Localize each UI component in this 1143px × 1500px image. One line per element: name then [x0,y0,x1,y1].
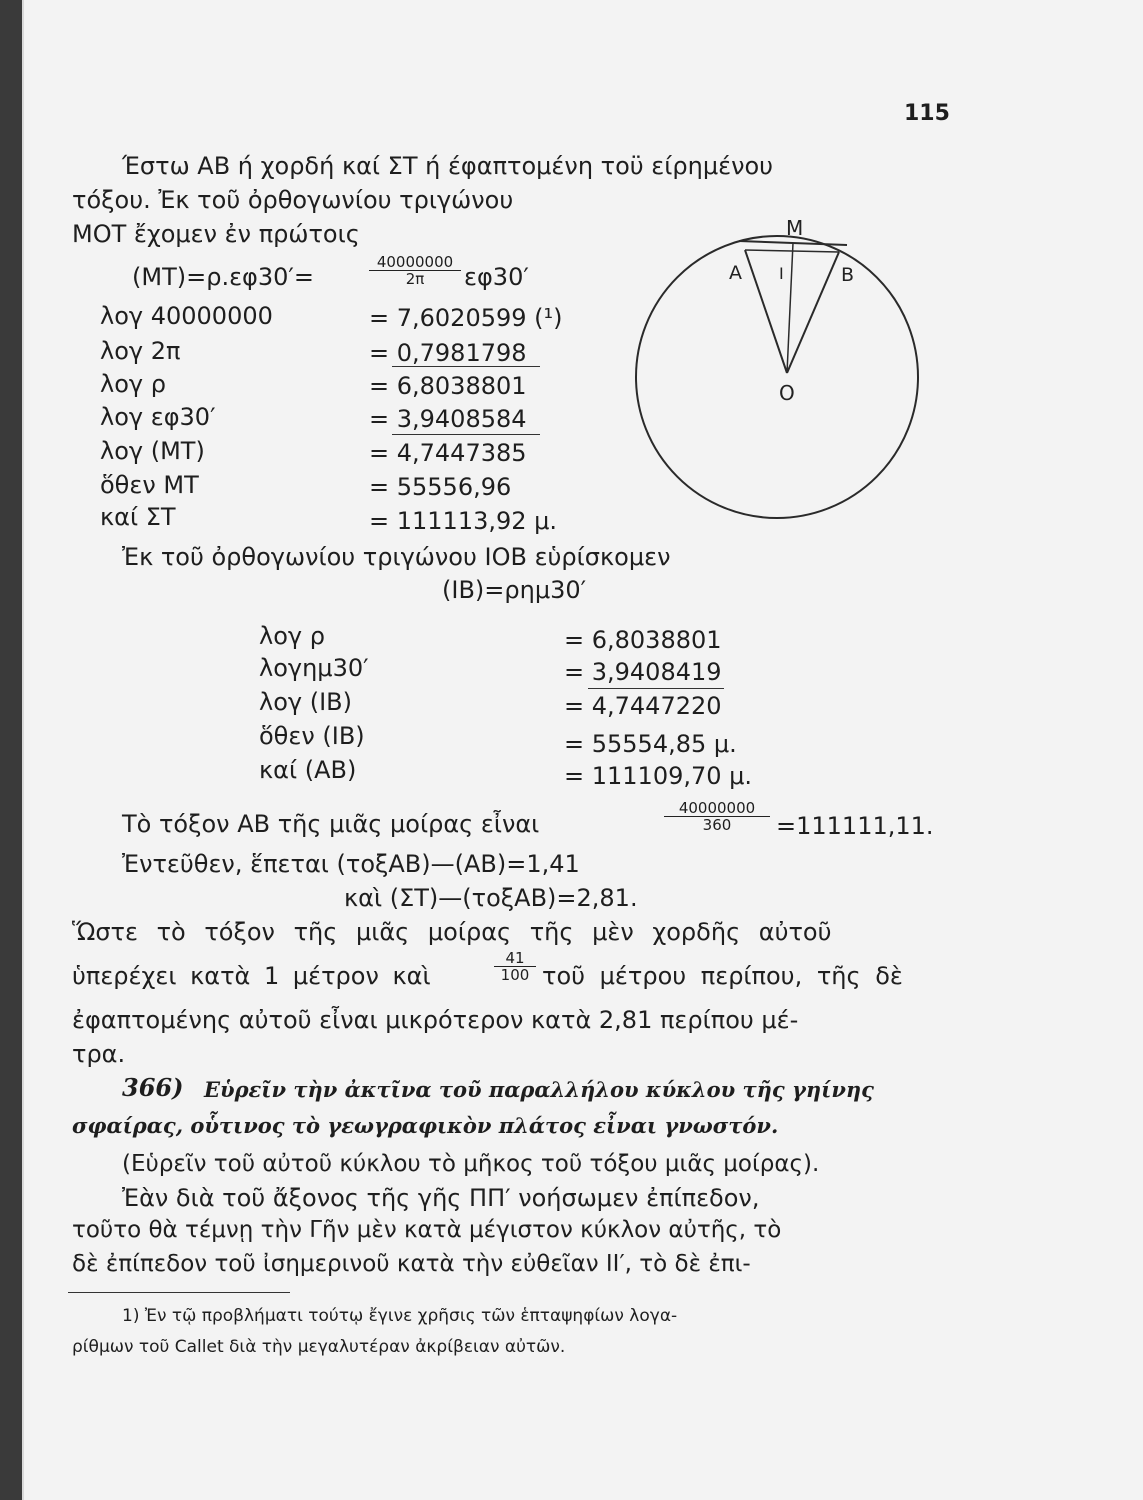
intro-line-2: τόξου. Ἐκ τοῦ ὀρθογωνίου τριγώνου [72,186,514,214]
middle-line-2: (ΙΒ)=ρημ30′ [442,576,587,604]
conclusion-line-1: Ὥστε τὸ τόξον τῆς μιᾶς μοίρας τῆς μὲν χορδῆς αὐτοῦ [72,918,832,946]
problem-line-1: (Εὑρεῖν τοῦ αὐτοῦ κύκλου τὸ μῆκος τοῦ τόξου μιᾶς μοίρας). [122,1151,820,1177]
table2-label: λογ ρ [259,622,325,650]
figure-label-O: O [779,381,795,405]
figure-label-M: M [786,216,804,240]
problem-number: 366) [122,1073,184,1102]
footnote-line-2: ρίθμων τοῦ Callet διὰ τὴν μεγαλυτέραν ἀκρίβειαν αὐτῶν. [72,1337,566,1357]
table2-label: ὅθεν (ΙΒ) [259,722,365,750]
conclusion-line-3: ἐφαπτομένης αὐτοῦ εἶναι μικρότερον κατὰ 2,81 περίπου μέ- [72,1006,799,1034]
formula-1-denominator: 2π [405,270,425,288]
table2-label: λογημ30′ [259,654,369,682]
formula-1-rhs: εφ30′ [464,263,529,291]
table2-label: καί (ΑΒ) [259,756,357,784]
table1-label: λογ (ΜΤ) [100,437,205,465]
figure-label-A: A [729,262,742,284]
conclusion-line-2a: ὑπερέχει κατὰ 1 μέτρον καὶ [72,962,431,990]
table1-value: = 6,8038801 [369,372,527,400]
sum-rule [392,366,540,367]
table1-value: = 0,7981798 [369,339,527,367]
table1-value: = 4,7447385 [369,439,527,467]
page-number: 115 [904,101,950,126]
problem-title-1: Εὑρεῖν τὴν ἀκτῖνα τοῦ παραλλήλου κύκλου τῆς γηίνης [204,1077,874,1102]
table1-label: λογ 40000000 [100,302,273,330]
book-page [22,0,1143,1500]
circle-outline [636,236,918,518]
table1-label: καί ΣΤ [100,503,176,531]
formula-1-numerator: 40000000 [369,254,461,271]
conclusion-line-2b: τοῦ μέτρου περίπου, τῆς δὲ [542,962,903,990]
arc-numerator: 40000000 [664,800,770,817]
sum-rule [588,688,724,689]
formula-1-lhs: (ΜΤ)=ρ.εφ30′= [132,263,314,291]
table1-value: = 55556,96 [369,473,512,501]
table1-value: = 111113,92 μ. [369,507,558,535]
intro-line-1: Έστω ΑΒ ή χορδή καί ΣΤ ή έφαπτομένη τοϋ είρημένου [122,152,774,180]
table2-value: = 4,7447220 [564,692,722,720]
table1-label: λογ 2π [100,337,181,365]
table2-value: = 6,8038801 [564,626,722,654]
table2-value: = 3,9408419 [564,658,722,686]
radius-OB [787,252,839,373]
middle-line-1: Ἐκ τοῦ ὀρθογωνίου τριγώνου ΙΟΒ εὑρίσκομεν [122,543,671,571]
table1-value: = 3,9408584 [369,405,527,433]
problem-line-3: τοῦτο θὰ τέμνῃ τὴν Γῆν μὲν κατὰ μέγιστον κύκλον αὐτῆς, τὸ [72,1217,782,1243]
table1-label: ὅθεν ΜΤ [100,471,199,499]
figure-label-B: B [841,264,855,286]
formula-1-fraction [369,254,461,287]
footnote-line-1: 1) Ἐν τῷ προβλήματι τούτῳ ἔγινε χρῆσις τῶν ἑπταψηφίων λογα- [122,1306,678,1326]
table1-value: = 7,6020599 (¹) [369,304,563,332]
conclusion-denominator: 100 [500,966,530,984]
arc-denominator: 360 [702,816,732,834]
conclusion-line-4: τρα. [72,1040,126,1068]
radius-OM [787,243,793,373]
difference-line-2: καὶ (ΣΤ)—(τοξΑΒ)=2,81. [344,884,638,912]
problem-line-2: Ἐὰν διὰ τοῦ ἄξονος τῆς γῆς ΠΠ′ νοήσωμεν ἐπίπεδον, [122,1184,760,1212]
table1-label: λογ ρ [100,370,166,398]
arc-fraction [664,800,770,833]
problem-title-2: σφαίρας, οὗτινος τὸ γεωγραφικὸν πλάτος εἶναι γνωστόν. [72,1113,779,1138]
table2-value: = 55554,85 μ. [564,730,737,758]
difference-line-1: Ἐντεῦθεν, ἕπεται (τοξΑΒ)—(ΑΒ)=1,41 [122,850,580,878]
conclusion-numerator: 41 [494,950,536,967]
table2-label: λογ (ΙΒ) [259,688,352,716]
arc-result: =111111,11. [776,812,934,840]
sum-rule [392,434,540,435]
arc-statement: Τὸ τόξον ΑΒ τῆς μιᾶς μοίρας εἶναι [122,810,540,838]
table2-value: = 111109,70 μ. [564,762,753,790]
footnote-separator [68,1292,290,1293]
intro-line-3: ΜΟΤ ἔχομεν ἐν πρώτοις [72,220,360,248]
problem-line-4: δὲ ἐπίπεδον τοῦ ἰσημερινοῦ κατὰ τὴν εὐθεῖαν ΙΙ′, τὸ δὲ ἐπι- [72,1251,751,1277]
conclusion-fraction [494,950,536,983]
figure-label-I: I [779,264,784,283]
circle-figure [619,205,939,525]
table1-label: λογ εφ30′ [100,403,216,431]
